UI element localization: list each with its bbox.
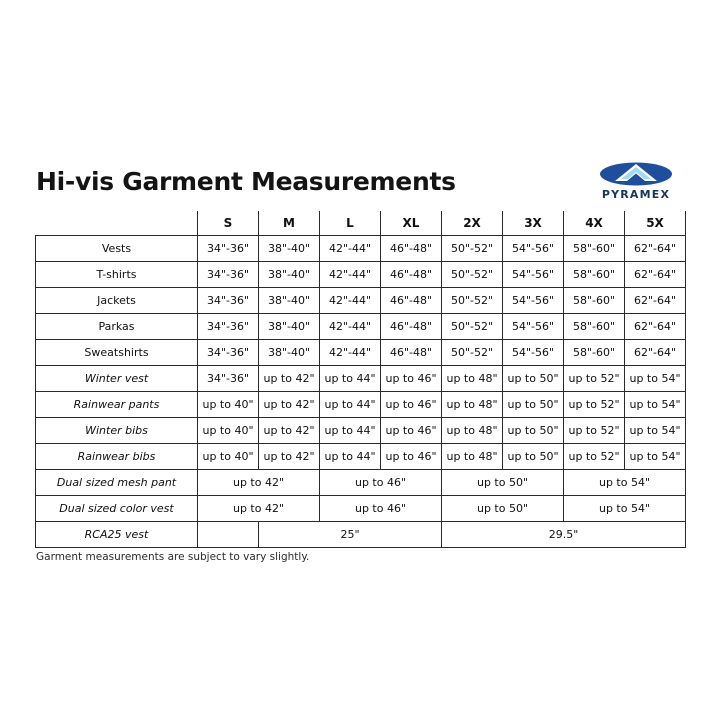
measurement-cell: 34"-36" [198, 340, 259, 366]
measurement-cell: 34"-36" [198, 366, 259, 392]
measurement-cell: 46"-48" [381, 236, 442, 262]
measurement-cell: 62"-64" [625, 288, 686, 314]
brand-logo [588, 161, 684, 201]
measurement-cell: 54"-56" [503, 236, 564, 262]
measurement-cell: 58"-60" [564, 340, 625, 366]
measurement-cell: up to 50" [503, 366, 564, 392]
measurement-cell: up to 44" [320, 366, 381, 392]
measurement-cell: up to 54" [625, 366, 686, 392]
measurement-cell: 38"-40" [259, 262, 320, 288]
measurement-cell: 62"-64" [625, 262, 686, 288]
measurement-cell: up to 48" [442, 444, 503, 470]
measurement-cell: 38"-40" [259, 236, 320, 262]
measurement-cell: up to 52" [564, 392, 625, 418]
measurement-cell: 62"-64" [625, 340, 686, 366]
column-header-xl: XL [381, 211, 442, 236]
measurement-cell: 34"-36" [198, 262, 259, 288]
measurement-cell: 54"-56" [503, 314, 564, 340]
table-corner-cell [36, 211, 198, 236]
column-header-4x: 4X [564, 211, 625, 236]
measurement-cell: up to 46" [320, 470, 442, 496]
measurement-cell: up to 50" [442, 496, 564, 522]
measurement-cell: 46"-48" [381, 314, 442, 340]
table-row [36, 522, 686, 548]
measurement-cell: 38"-40" [259, 288, 320, 314]
measurement-cell: up to 52" [564, 444, 625, 470]
measurement-cell: 58"-60" [564, 262, 625, 288]
measurement-cell: 58"-60" [564, 236, 625, 262]
page-title: Hi-vis Garment Measurements [36, 166, 456, 196]
column-header-3x: 3X [503, 211, 564, 236]
measurement-cell: 25" [259, 522, 442, 548]
row-label: Rainwear bibs [36, 444, 198, 470]
column-header-5x: 5X [625, 211, 686, 236]
measurement-cell: up to 44" [320, 392, 381, 418]
measurement-cell: up to 40" [198, 392, 259, 418]
row-label: Winter bibs [36, 418, 198, 444]
page-header [36, 158, 684, 204]
measurement-cell: up to 54" [625, 392, 686, 418]
column-header-l: L [320, 211, 381, 236]
measurement-cell: up to 42" [198, 470, 320, 496]
measurement-cell: 46"-48" [381, 340, 442, 366]
row-label: Dual sized color vest [36, 496, 198, 522]
table-row [36, 314, 686, 340]
brand-name: PYRAMEX [601, 188, 671, 201]
measurement-cell: up to 54" [625, 444, 686, 470]
row-label: RCA25 vest [36, 522, 198, 548]
measurement-cell: 50"-52" [442, 288, 503, 314]
table-row [36, 418, 686, 444]
measurement-cell: up to 50" [442, 470, 564, 496]
column-header-s: S [198, 211, 259, 236]
measurement-cell: 50"-52" [442, 262, 503, 288]
table-row [36, 236, 686, 262]
pyramex-chevron-logo-icon [599, 161, 673, 187]
column-header-2x: 2X [442, 211, 503, 236]
measurement-cell: up to 50" [503, 418, 564, 444]
row-label: Dual sized mesh pant [36, 470, 198, 496]
measurement-cell: up to 48" [442, 392, 503, 418]
table-row [36, 288, 686, 314]
measurement-cell: 34"-36" [198, 314, 259, 340]
table-row [36, 496, 686, 522]
measurement-cell: up to 40" [198, 418, 259, 444]
measurement-cell: up to 42" [259, 366, 320, 392]
measurement-cell: 42"-44" [320, 262, 381, 288]
measurement-cell: up to 46" [381, 418, 442, 444]
measurement-cell: 54"-56" [503, 262, 564, 288]
measurement-cell: 42"-44" [320, 340, 381, 366]
measurement-cell: 54"-56" [503, 340, 564, 366]
measurement-cell: up to 44" [320, 444, 381, 470]
measurement-cell: 38"-40" [259, 314, 320, 340]
measurement-cell: up to 46" [381, 392, 442, 418]
measurement-cell: 42"-44" [320, 288, 381, 314]
row-label: Winter vest [36, 366, 198, 392]
table-row [36, 262, 686, 288]
measurement-cell: up to 46" [320, 496, 442, 522]
measurement-cell: up to 54" [564, 470, 686, 496]
measurement-cell: 54"-56" [503, 288, 564, 314]
measurement-cell: up to 54" [625, 418, 686, 444]
measurement-cell: 29.5" [442, 522, 686, 548]
measurement-cell: 62"-64" [625, 236, 686, 262]
measurement-cell: 38"-40" [259, 340, 320, 366]
table-header-row [36, 211, 686, 236]
row-label: Vests [36, 236, 198, 262]
garment-measurements-table [35, 211, 686, 548]
measurement-cell: 42"-44" [320, 314, 381, 340]
measurement-cell: 58"-60" [564, 314, 625, 340]
measurement-cell: up to 42" [259, 418, 320, 444]
measurement-cell: up to 54" [564, 496, 686, 522]
measurement-cell: 50"-52" [442, 314, 503, 340]
measurement-cell: 50"-52" [442, 340, 503, 366]
measurement-cell: up to 42" [259, 444, 320, 470]
measurement-cell: 34"-36" [198, 236, 259, 262]
measurement-cell: 62"-64" [625, 314, 686, 340]
table-row [36, 340, 686, 366]
table-row [36, 392, 686, 418]
measurement-cell [198, 522, 259, 548]
row-label: Parkas [36, 314, 198, 340]
measurement-cell: up to 42" [198, 496, 320, 522]
measurement-cell: up to 50" [503, 392, 564, 418]
measurement-cell: up to 50" [503, 444, 564, 470]
column-header-m: M [259, 211, 320, 236]
table-body [36, 236, 686, 548]
measurement-cell: 34"-36" [198, 288, 259, 314]
measurement-cell: up to 48" [442, 418, 503, 444]
row-label: T-shirts [36, 262, 198, 288]
footnote: Garment measurements are subject to vary slightly. [36, 551, 310, 563]
measurement-cell: up to 52" [564, 418, 625, 444]
measurement-cell: 46"-48" [381, 288, 442, 314]
row-label: Rainwear pants [36, 392, 198, 418]
row-label: Jackets [36, 288, 198, 314]
measurement-cell: 58"-60" [564, 288, 625, 314]
measurement-cell: 50"-52" [442, 236, 503, 262]
measurement-cell: up to 48" [442, 366, 503, 392]
measurement-cell: 42"-44" [320, 236, 381, 262]
table-row [36, 444, 686, 470]
measurement-cell: up to 40" [198, 444, 259, 470]
measurement-cell: up to 46" [381, 444, 442, 470]
measurement-cell: 46"-48" [381, 262, 442, 288]
row-label: Sweatshirts [36, 340, 198, 366]
measurement-cell: up to 42" [259, 392, 320, 418]
measurement-cell: up to 52" [564, 366, 625, 392]
measurement-cell: up to 46" [381, 366, 442, 392]
table-row [36, 366, 686, 392]
table-row [36, 470, 686, 496]
measurement-cell: up to 44" [320, 418, 381, 444]
